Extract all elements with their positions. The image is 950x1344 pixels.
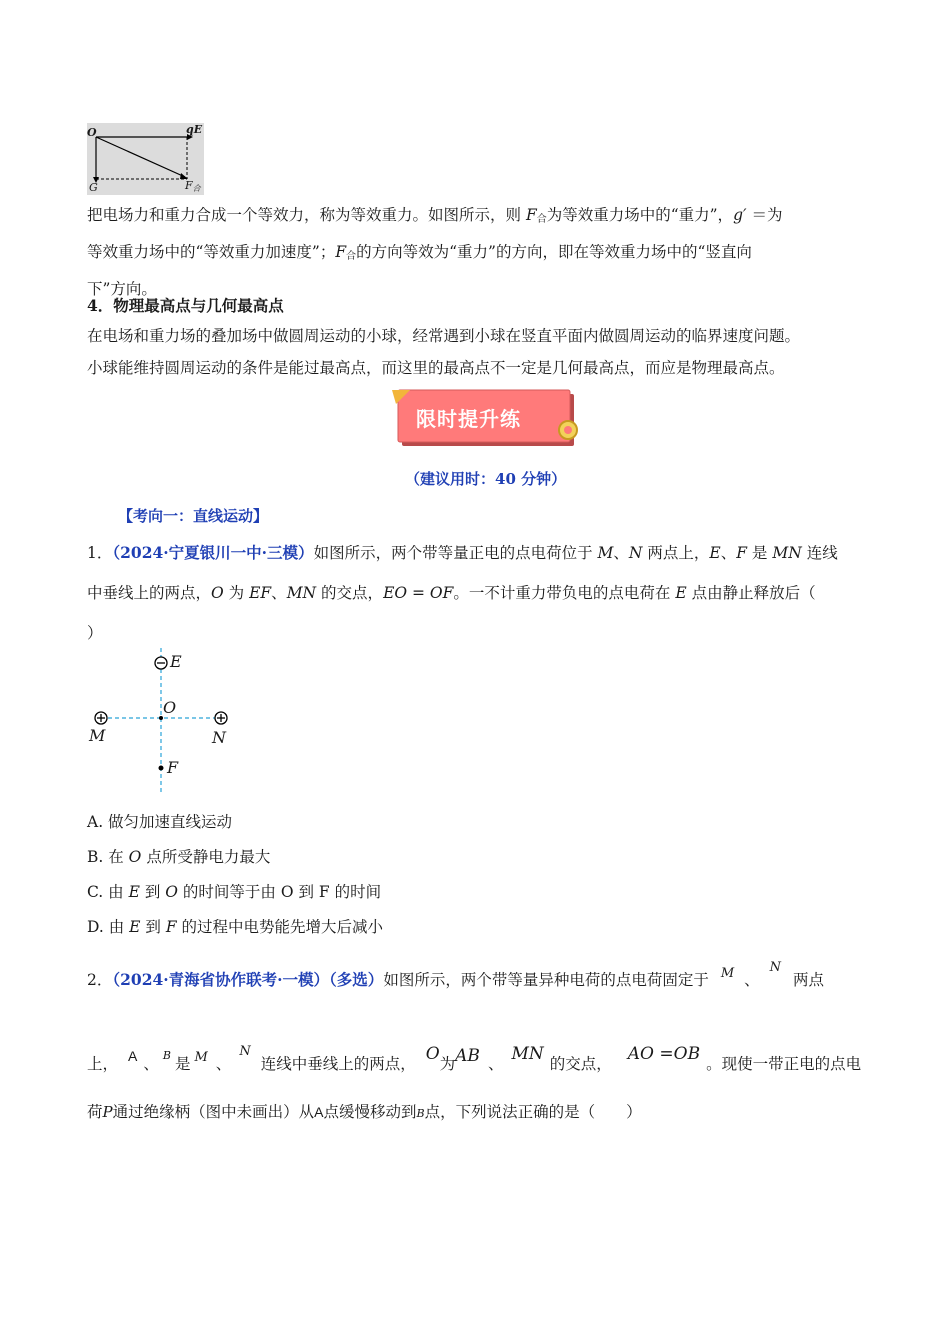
force-diagram xyxy=(87,123,204,195)
point-f xyxy=(159,766,164,771)
positive-charge-m xyxy=(95,712,107,724)
option-a[interactable]: A. 做匀加速直线运动 xyxy=(87,813,233,831)
label-o: O xyxy=(87,126,97,139)
option-b[interactable]: B. 在 O 点所受静电力最大 xyxy=(87,848,271,866)
option-d[interactable]: D. 由 E 到 F 的过程中电势能先增大后减小 xyxy=(87,918,384,936)
fig-label-e: E xyxy=(170,652,182,671)
practice-banner xyxy=(392,386,582,450)
q1-line3: ） xyxy=(87,624,103,642)
fig-label-f: F xyxy=(167,758,179,777)
negative-charge-e xyxy=(155,657,167,669)
fig-label-o: O xyxy=(163,698,177,717)
fig-label-m: M xyxy=(89,726,106,745)
section-4-heading: 4．物理最高点与几何最高点 xyxy=(87,296,284,315)
q1-line2: 中垂线上的两点，O 为 EF、MN 的交点，EO = OF。一不计重力带负电的点电荷在 E 点由静止释放后（ xyxy=(87,584,816,602)
para1-line2: 等效重力场中的“等效重力加速度”；$F_合$的方向等效为“重力”的方向，即在等效重力场中的“竖直向 xyxy=(87,243,752,262)
charges-figure xyxy=(87,648,247,796)
q1-line1: 1．（2024·宁夏银川一中·三模）如图所示，两个带等量正电的点电荷位于 M、N 两点上，E、F 是 MN 连线 xyxy=(87,543,838,562)
topic-heading: 【考向一：直线运动】 xyxy=(118,507,269,525)
question-2 xyxy=(87,946,887,1134)
section4-line2: 小球能维持圆周运动的条件是能过最高点，而这里的最高点不一定是几何最高点，而应是物理最高点。 xyxy=(87,359,785,377)
label-g: G xyxy=(89,181,98,194)
fig-label-n: N xyxy=(212,728,226,747)
q2-line3: 荷P通过绝缘柄（图中未画出）从A点缓慢移动到B点，下列说法正确的是（ ） xyxy=(87,1103,642,1121)
section4-line1: 在电场和重力场的叠加场中做圆周运动的小球，经常遇到小球在竖直平面内做圆周运动的临界速度问题。 xyxy=(87,327,801,345)
option-c[interactable]: C. 由 E 到 O 的时间等于由 O 到 F 的时间 xyxy=(87,883,382,901)
time-hint: （建议用时：40 分钟） xyxy=(405,470,567,488)
q2-line2: 上， A 、 $^B$ 是 $^M$ 、$^N$连线中垂线上的两点， O为AB 、 MN 的交点， AO =OB 。现使一带正电的点电 xyxy=(87,1044,862,1073)
para1-line3: 下”方向。 xyxy=(87,280,157,298)
para1-line1: 把电场力和重力合成一个等效力，称为等效重力。如图所示，则 $F_合$为等效重力场中的“重力”，g′ ＝为 xyxy=(87,206,783,225)
section-4-body xyxy=(87,320,877,384)
q1-options xyxy=(87,805,383,945)
banner-title: 限时提升练 xyxy=(416,407,521,431)
label-qe: qE xyxy=(186,123,203,136)
positive-charge-n xyxy=(215,712,227,724)
q2-line1: 2．（2024·青海省协作联考·一模）（多选）如图所示，两个带等量异种电荷的点电荷固定于 $^M$ 、$^N$两点 xyxy=(87,960,825,989)
question-1 xyxy=(87,533,877,653)
label-f: $F_合$ xyxy=(185,179,201,193)
